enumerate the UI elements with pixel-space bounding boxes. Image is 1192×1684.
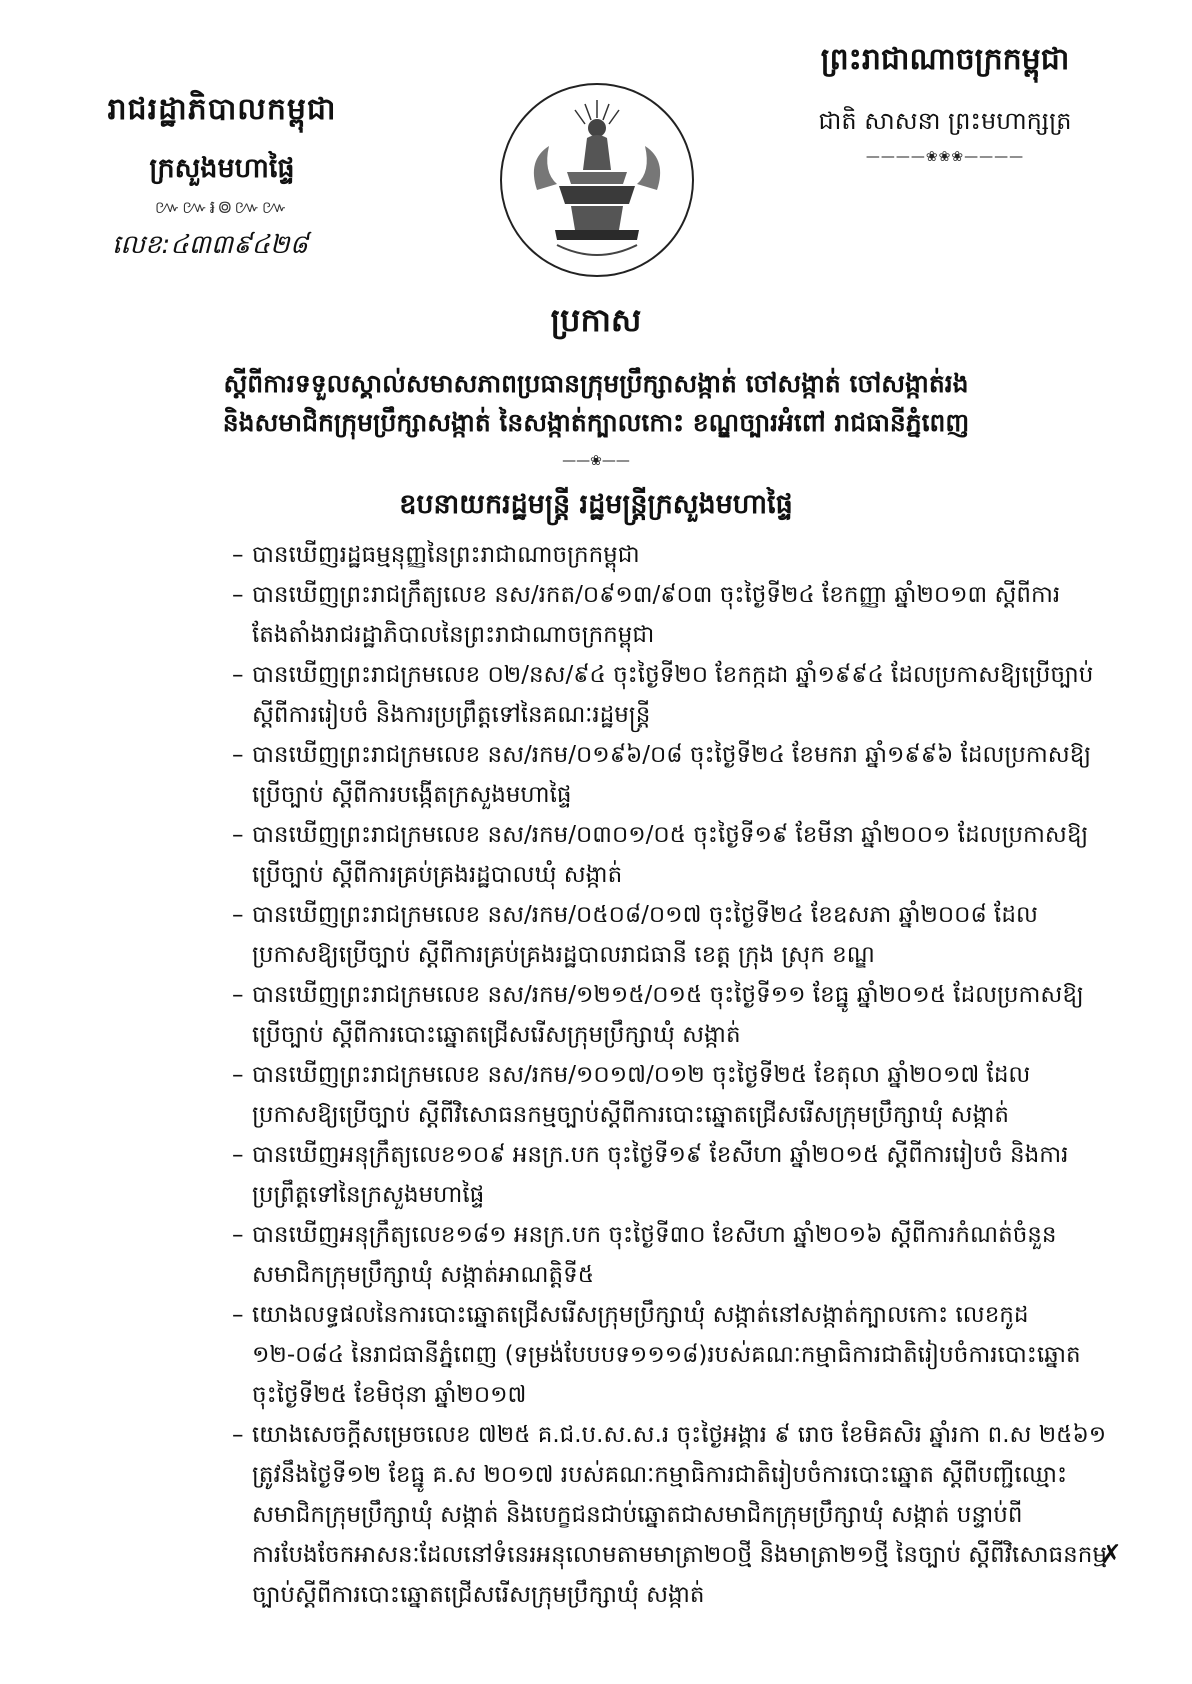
ministry-seal-icon [497, 80, 697, 280]
ornament-divider: ៚៚៛៙៚៚ [154, 197, 290, 218]
clause-item: – បានឃើញអនុក្រឹត្យលេខ១៨១ អនក្រ.បក ចុះថ្ងៃទី៣០ ខែសីហា ឆ្នាំ២០១៦ ស្ដីពីការកំណត់ចំនួនសមាជិកក្រុមប្រឹក្សាឃុំ សង្កាត់អាណត្តិទី៥ [232, 1215, 1112, 1295]
reference-number: លេខ:៤៣៣៩៤២៨ [112, 230, 309, 260]
clause-item: – យោងលទ្ធផលនៃការបោះឆ្នោតជ្រើសរើសក្រុមប្រឹក្សាឃុំ សង្កាត់នៅសង្កាត់ក្បាលកោះ លេខកូដ ១២-០៨៤ នៃរាជធានីភ្នំពេញ (ទម្រង់បែបបទ១១១៨)របស់គណៈកម្មាធិការជាតិរៀបចំការបោះឆ្នោត ចុះថ្ងៃទី២៥ ខែមិថុនា ឆ្នាំ២០១៧ [232, 1295, 1112, 1415]
preamble-clauses [232, 535, 1112, 1615]
kingdom-name: ព្រះរាជាណាចក្រកម្ពុជា [820, 42, 1070, 77]
national-motto: ជាតិ សាសនា ព្រះមហាក្សត្រ [818, 107, 1072, 135]
clause-item: – បានឃើញព្រះរាជក្រមលេខ នស/រកម/០១៩៦/០៨ ចុះថ្ងៃទី២៤ ខែមករា ឆ្នាំ១៩៩៦ ដែលប្រកាសឱ្យប្រើច្បាប់ ស្ដីពីការបង្កើតក្រសួងមហាផ្ទៃ [232, 735, 1112, 815]
initial-mark-icon: ✗ [1100, 1540, 1122, 1570]
title-divider: ——❀—— [562, 452, 630, 469]
clause-item: – បានឃើញព្រះរាជក្រមលេខ នស/រកម/០៥០៨/០១៧ ចុះថ្ងៃទី២៤ ខែឧសភា ឆ្នាំ២០០៨ ដែលប្រកាសឱ្យប្រើច្បាប់ ស្ដីពីការគ្រប់គ្រងរដ្ឋបាលរាជធានី ខេត្ត ក្រុង ស្រុក ខណ្ឌ [232, 895, 1112, 975]
clause-item: – បានឃើញអនុក្រឹត្យលេខ១០៩ អនក្រ.បក ចុះថ្ងៃទី១៩ ខែសីហា ឆ្នាំ២០១៥ ស្ដីពីការរៀបចំ និងការប្រព្រឹត្តទៅនៃក្រសួងមហាផ្ទៃ [232, 1135, 1112, 1215]
subject-line-1: ស្ដីពីការទទួលស្គាល់សមាសភាពប្រធានក្រុមប្រឹក្សាសង្កាត់ ចៅសង្កាត់ ចៅសង្កាត់រង [223, 369, 969, 398]
government-name: រាជរដ្ឋាភិបាលកម្ពុជា [107, 92, 337, 127]
subject-line-2: និងសមាជិកក្រុមប្រឹក្សាសង្កាត់ នៃសង្កាត់ក្បាលកោះ ខណ្ឌច្បារអំពៅ រាជធានីភ្នំពេញ [222, 407, 970, 437]
document-type: ប្រកាស [550, 301, 642, 339]
clause-item: – បានឃើញព្រះរាជក្រមលេខ នស/រកម/១០១៧/០១២ ចុះថ្ងៃទី២៥ ខែតុលា ឆ្នាំ២០១៧ ដែលប្រកាសឱ្យប្រើច្បាប់ ស្ដីពីវិសោធនកម្មច្បាប់ស្ដីពីការបោះឆ្នោតជ្រើសរើសក្រុមប្រឹក្សាឃុំ សង្កាត់ [232, 1055, 1112, 1135]
clause-item: – បានឃើញព្រះរាជក្រមលេខ ០២/នស/៩៤ ចុះថ្ងៃទី២០ ខែកក្កដា ឆ្នាំ១៩៩៤ ដែលប្រកាសឱ្យប្រើច្បាប់ស្ដីពីការរៀបចំ និងការប្រព្រឹត្តទៅនៃគណៈរដ្ឋមន្ត្រី [232, 655, 1112, 735]
clause-item: – បានឃើញព្រះរាជក្រមលេខ នស/រកម/០៣០១/០៥ ចុះថ្ងៃទី១៩ ខែមីនា ឆ្នាំ២០០១ ដែលប្រកាសឱ្យប្រើច្បាប់ ស្ដីពីការគ្រប់គ្រងរដ្ឋបាលឃុំ សង្កាត់ [232, 815, 1112, 895]
title-block [150, 300, 1042, 469]
signer-title: ឧបនាយករដ្ឋមន្ត្រី រដ្ឋមន្ត្រីក្រសួងមហាផ្ទៃ [399, 489, 793, 520]
motto-divider: ————❀❀❀———— [865, 149, 1025, 165]
clause-item: – យោងសេចក្ដីសម្រេចលេខ ៧២៥ គ.ជ.ប.ស.ស.រ ចុះថ្ងៃអង្គារ ៩ រោច ខែមិគសិរ ឆ្នាំរកា ព.ស ២៥៦១ ត្រូវនឹងថ្ងៃទី១២ ខែធ្នូ គ.ស ២០១៧ របស់គណៈកម្មាធិការជាតិរៀបចំការបោះឆ្នោត ស្ដីពីបញ្ជីឈ្មោះសមាជិកក្រុមប្រឹក្សាឃុំ សង្កាត់ និងបេក្ខជនជាប់ឆ្នោតជាសមាជិកក្រុមប្រឹក្សាឃុំ សង្កាត់ បន្ទាប់ពីការបែងចែកអាសនៈដែលនៅទំនេរអនុលោមតាមមាត្រា២០ថ្មី និងមាត្រា២១ថ្មី នៃច្បាប់ ស្ដីពីវិសោធនកម្មច្បាប់ស្ដីពីការបោះឆ្នោតជ្រើសរើសក្រុមប្រឹក្សាឃុំ សង្កាត់ [232, 1415, 1112, 1615]
clause-item: – បានឃើញរដ្ឋធម្មនុញ្ញនៃព្រះរាជាណាចក្រកម្ពុជា [232, 535, 1112, 575]
clause-item: – បានឃើញព្រះរាជក្រមលេខ នស/រកម/១២១៥/០១៥ ចុះថ្ងៃទី១១ ខែធ្នូ ឆ្នាំ២០១៥ ដែលប្រកាសឱ្យប្រើច្បាប់ ស្ដីពីការបោះឆ្នោតជ្រើសរើសក្រុមប្រឹក្សាឃុំ សង្កាត់ [232, 975, 1112, 1055]
issuer-header [92, 90, 352, 266]
clause-item: – បានឃើញព្រះរាជក្រឹត្យលេខ នស/រកត/០៩១៣/៩០៣ ចុះថ្ងៃទី២៤ ខែកញ្ញា ឆ្នាំ២០១៣ ស្ដីពីការតែងតាំងរាជរដ្ឋាភិបាលនៃព្រះរាជាណាចក្រកម្ពុជា [232, 575, 1112, 655]
ministry-name: ក្រសួងមហាផ្ទៃ [149, 153, 295, 184]
kingdom-header [780, 40, 1110, 165]
